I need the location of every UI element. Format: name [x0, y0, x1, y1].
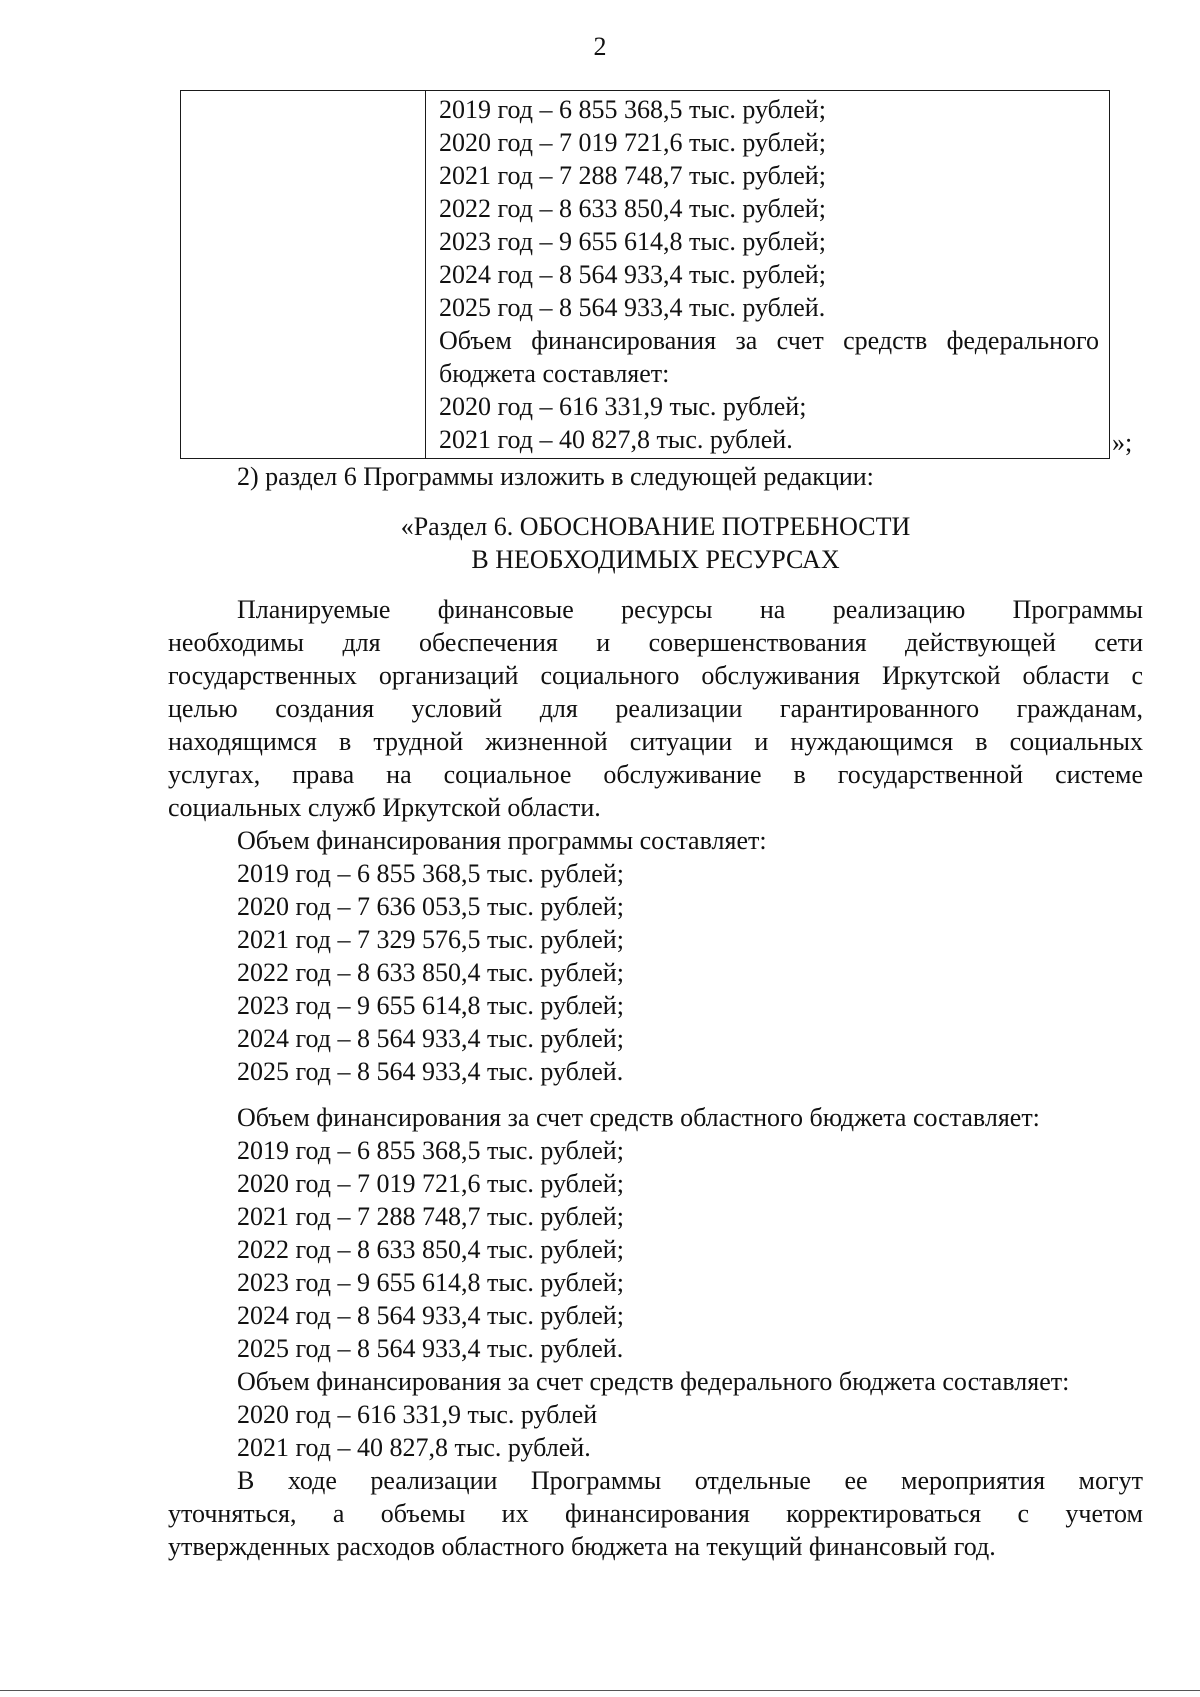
financing-line: 2024 год – 8 564 933,4 тыс. рублей; [237, 1301, 624, 1330]
section-heading [168, 510, 1143, 576]
table-line: 2023 год – 9 655 614,8 тыс. рублей; [439, 227, 826, 256]
table-line: 2020 год – 616 331,9 тыс. рублей; [439, 392, 807, 421]
financing-line: 2020 год – 7 019 721,6 тыс. рублей; [237, 1169, 624, 1198]
table-line: Объем финансирования за счет средств федерального [439, 326, 1099, 355]
table-left-cell [181, 91, 426, 458]
financing-heading: Объем финансирования программы составляет: [237, 826, 767, 855]
table-line: 2019 год – 6 855 368,5 тыс. рублей; [439, 95, 826, 124]
financing-line: 2025 год – 8 564 933,4 тыс. рублей. [237, 1334, 624, 1363]
paragraph-line: государственных организаций социального обслуживания Иркутской области с [168, 661, 1143, 690]
financing-heading: Объем финансирования за счет средств федерального бюджета составляет: [237, 1367, 1070, 1396]
financing-line: 2024 год – 8 564 933,4 тыс. рублей; [237, 1024, 624, 1053]
financing-line: 2025 год – 8 564 933,4 тыс. рублей. [237, 1057, 624, 1086]
paragraph-line: уточняться, а объемы их финансирования корректироваться с учетом [168, 1499, 1143, 1528]
table-line: 2021 год – 7 288 748,7 тыс. рублей; [439, 161, 826, 190]
paragraph-line: находящимся в трудной жизненной ситуации и нуждающимся в социальных [168, 727, 1143, 756]
total-financing-block [168, 824, 1143, 1088]
financing-line: 2022 год – 8 633 850,4 тыс. рублей; [237, 1235, 624, 1264]
paragraph-line: социальных служб Иркутской области. [168, 793, 601, 822]
paragraph-line: целью создания условий для реализации гарантированного гражданам, [168, 694, 1143, 723]
financing-table [180, 90, 1110, 459]
table-right-cell [426, 91, 1109, 458]
section-heading-line: В НЕОБХОДИМЫХ РЕСУРСАХ [471, 545, 840, 574]
page-number: 2 [593, 32, 607, 61]
paragraph-line: Планируемые финансовые ресурсы на реализацию Программы [237, 595, 1143, 624]
table-line: 2020 год – 7 019 721,6 тыс. рублей; [439, 128, 826, 157]
paragraph-line: утвержденных расходов областного бюджета на текущий финансовый год. [168, 1532, 996, 1561]
paragraph-line: услугах, права на социальное обслуживание в государственной системе [168, 760, 1143, 789]
financing-line: 2019 год – 6 855 368,5 тыс. рублей; [237, 1136, 624, 1165]
financing-line: 2020 год – 7 636 053,5 тыс. рублей; [237, 892, 624, 921]
financing-line: 2022 год – 8 633 850,4 тыс. рублей; [237, 958, 624, 987]
paragraph-line: В ходе реализации Программы отдельные ее мероприятия могут [237, 1466, 1143, 1495]
amendment-instruction: 2) раздел 6 Программы изложить в следующей редакции: [237, 462, 874, 491]
closing-paragraph [168, 1464, 1143, 1563]
financing-line: 2019 год – 6 855 368,5 тыс. рублей; [237, 859, 624, 888]
page-bottom-rule [0, 1690, 1200, 1691]
financing-line: 2021 год – 40 827,8 тыс. рублей. [237, 1433, 591, 1462]
table-line: 2022 год – 8 633 850,4 тыс. рублей; [439, 194, 826, 223]
table-line: 2025 год – 8 564 933,4 тыс. рублей. [439, 293, 826, 322]
financing-line: 2023 год – 9 655 614,8 тыс. рублей; [237, 991, 624, 1020]
table-closing-mark: »; [1112, 428, 1133, 457]
financing-line: 2021 год – 7 329 576,5 тыс. рублей; [237, 925, 624, 954]
section-heading-line: «Раздел 6. ОБОСНОВАНИЕ ПОТРЕБНОСТИ [400, 512, 911, 541]
table-line: бюджета составляет: [439, 359, 670, 388]
financing-line: 2023 год – 9 655 614,8 тыс. рублей; [237, 1268, 624, 1297]
financing-heading: Объем финансирования за счет средств областного бюджета составляет: [237, 1103, 1040, 1132]
financing-line: 2021 год – 7 288 748,7 тыс. рублей; [237, 1202, 624, 1231]
intro-paragraph [168, 593, 1143, 824]
table-line: 2024 год – 8 564 933,4 тыс. рублей; [439, 260, 826, 289]
financing-line: 2020 год – 616 331,9 тыс. рублей [237, 1400, 598, 1429]
table-line: 2021 год – 40 827,8 тыс. рублей. [439, 425, 793, 454]
regional-financing-block [168, 1101, 1143, 1464]
paragraph-line: необходимы для обеспечения и совершенствования действующей сети [168, 628, 1143, 657]
